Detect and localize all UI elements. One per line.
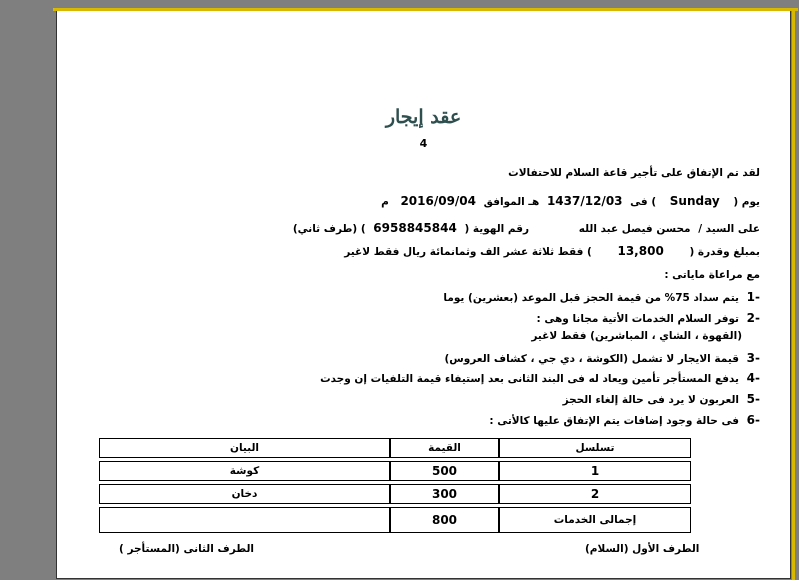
day-suffix: ) فى (630, 196, 657, 208)
total-value: 800 (390, 507, 499, 533)
table-row (99, 461, 691, 481)
condition-item: (القهوة ، الشاي ، المباشرين) فقط لاغير (531, 330, 742, 342)
amount-line (344, 244, 760, 258)
id-value: 6958845844 (373, 221, 457, 235)
condition-item: -1 يتم سداد 75% من قيمة الحجز قبل الموعد (بعشرين) يوما (443, 290, 760, 304)
intro-line: لقد تم الإتفاق على تأجير قاعة السلام للاحتفالات (508, 167, 760, 179)
row-seq: 1 (499, 461, 691, 481)
condition-item: -4 يدفع المستأجر تأمين ويعاد له فى البند الثانى بعد إستيفاء قيمة التلفيات إن وجدت (320, 371, 760, 385)
id-label: رقم الهوية ( (464, 223, 530, 235)
row-desc: دخان (99, 484, 390, 504)
document-title: عقد إيجار (385, 106, 462, 128)
conditions-header: مع مراعاة ماياتى : (664, 269, 760, 281)
hijri-suffix: هـ الموافق (483, 196, 540, 208)
gregorian-date: 2016/09/04 (400, 194, 476, 208)
total-label: إجمالى الخدمات (499, 507, 691, 533)
amount-words: ) فقط ثلاثة عشر الف وثمانمائة ريال فقط لاغير (344, 246, 592, 258)
tenant-line (293, 221, 760, 235)
day-prefix: يوم ( (733, 196, 760, 208)
tenant-label: على السيد / (698, 223, 760, 235)
amount-value: 13,800 (617, 244, 664, 258)
second-party-signature: الطرف الثانى (المستأجر ) (119, 543, 254, 555)
day-line (381, 194, 760, 208)
total-empty-cell (99, 507, 390, 533)
table-header-row (99, 438, 691, 458)
header-seq: تسلسل (499, 438, 691, 458)
contract-number: 4 (419, 137, 428, 150)
header-desc: البيان (99, 438, 390, 458)
party-label: ) (طرف ثاني) (292, 223, 366, 235)
services-table (99, 435, 691, 536)
hijri-date: 1437/12/03 (546, 194, 623, 208)
condition-item: -2 توفر السلام الخدمات الأتية مجانا وهى : (536, 311, 760, 325)
table-row (99, 484, 691, 504)
row-desc: كوشة (99, 461, 390, 481)
row-value: 500 (390, 461, 499, 481)
tenant-name: محسن فيصل عبد الله (578, 223, 691, 235)
row-seq: 2 (499, 484, 691, 504)
document-page (56, 10, 791, 579)
gregorian-suffix: م (381, 196, 389, 208)
first-party-signature: الطرف الأول (السلام) (585, 543, 700, 555)
row-value: 300 (390, 484, 499, 504)
condition-item: -5 العربون لا يرد فى حالة إلغاء الحجز (562, 392, 760, 406)
condition-item: -3 قيمة الايجار لا تشمل (الكوشة ، دي جي ، كشاف العروس) (444, 351, 760, 365)
header-value: القيمة (390, 438, 499, 458)
table-total-row (99, 507, 691, 533)
day-value: Sunday (669, 194, 720, 208)
amount-label: بمبلغ وقدرة ( (689, 246, 760, 258)
condition-item: -6 فى حالة وجود إضافات يتم الإتفاق عليها كالأتى : (489, 413, 760, 427)
